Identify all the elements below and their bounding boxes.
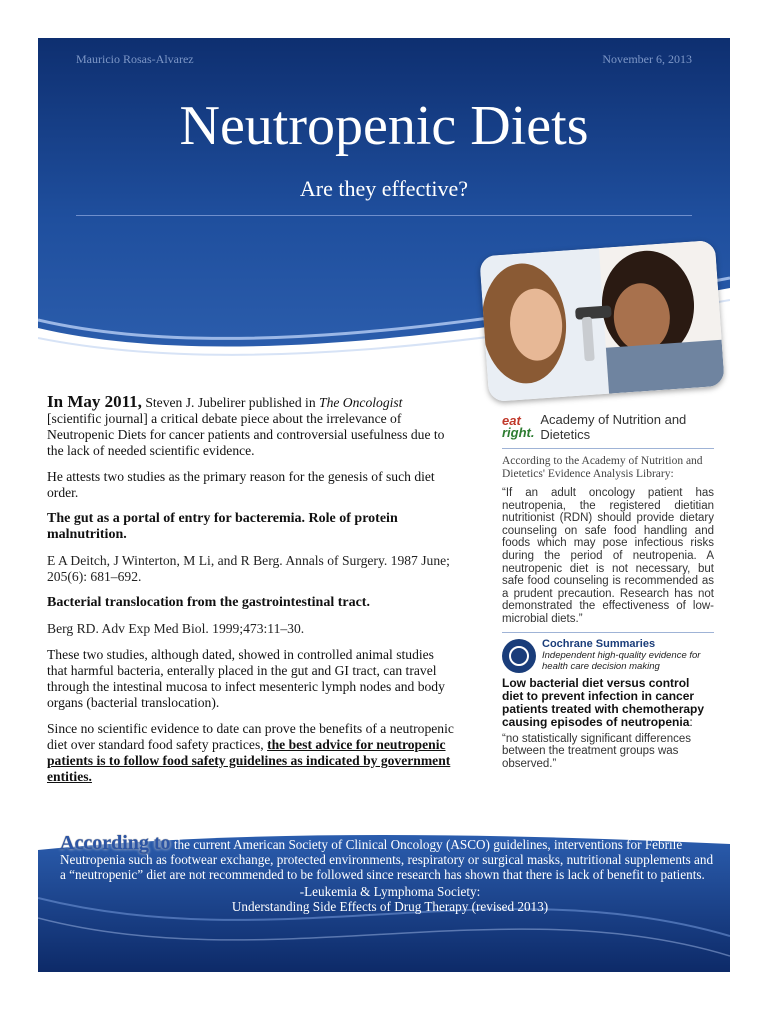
cochrane-tagline: Independent high-quality evidence for health care decision making bbox=[542, 650, 701, 673]
sidebar-divider bbox=[502, 448, 714, 449]
academy-logo bbox=[502, 410, 714, 444]
review-title: Low bacterial diet versus control diet to prevent infection in cancer patients treated with chemotherapy causing episodes of neutropenia: bbox=[502, 675, 705, 729]
academy-name: Academy of Nutrition and Dietetics bbox=[540, 412, 687, 442]
lead-phrase: In May 2011, bbox=[47, 392, 142, 411]
author-name: Mauricio Rosas-Alvarez bbox=[76, 52, 194, 66]
study-1-title: The gut as a portal of entry for bacteremia. Role of protein malnutrition. bbox=[47, 511, 398, 542]
key-advice: the best advice for neutropenic patients is to follow food safety guidelines as indicated by government entities. bbox=[47, 737, 451, 784]
conclusion-paragraph: Since no scientific evidence to date can prove the benefits of a neutropenic diet over standard food safety practices, the best advice for neutropenic patients is to follow food safety guidelines as indicated by government entities. bbox=[47, 721, 454, 784]
study-2-title: Bacterial translocation from the gastrointestinal tract. bbox=[47, 595, 370, 610]
cochrane-logo bbox=[502, 639, 714, 673]
page-subtitle: Are they effective? bbox=[299, 176, 469, 201]
cochrane-name: Cochrane Summaries bbox=[542, 638, 656, 651]
intro-paragraph: In May 2011, Steven J. Jubelirer published in The Oncologist [scientific journal] a critical debate piece about the irrelevance of Neutropenic Diets for cancer patients and controversial usefulness due to the lack of needed scientific evidence. bbox=[47, 392, 445, 458]
study-1-citation: E A Deitch, J Winterton, M Li, and R Berg. Annals of Surgery. 1987 June; 205(6): 681–692. bbox=[47, 553, 450, 584]
footer-attribution: -Leukemia & Lymphoma Society: Understanding Side Effects of Drug Therapy (revised 2013) bbox=[231, 884, 549, 914]
footer-statement: According to the current American Society of Clinical Oncology (ASCO) guidelines, interventions for Febrile Neutropenia such as footwear exchange, protected environments, respiratory or surgical masks, nutritional supplements and a “neutropenic” diet are not recommended to be followed since research has shown that there is lack of benefit to patients. -Leukemia & Lymphoma Society: Understanding Side Effects of Drug Therapy (revised 2013) bbox=[60, 836, 720, 914]
according-to-heading: According to bbox=[60, 832, 171, 854]
studies-intro: He attests two studies as the primary reason for the genesis of such diet order. bbox=[47, 469, 435, 500]
cochrane-ring-icon bbox=[502, 639, 536, 673]
doctor-examining-child-photo bbox=[479, 240, 725, 402]
newsletter-page bbox=[38, 38, 730, 972]
study-2-citation: Berg RD. Adv Exp Med Biol. 1999;473:11–30. bbox=[47, 621, 305, 636]
page-title: Neutropenic Diets bbox=[179, 95, 589, 157]
academy-quote: “If an adult oncology patient has neutropenia, the registered dietitian nutritionist (RDN) should provide dietary counseling on safe food handling and foods which may pose infectious risks during the period of neutropenia. A neutropenic diet is not necessary, but safe food counseling is recommended as a prudent precaution. Research has not demonstrated the effectiveness of low-microbial diets.” bbox=[502, 487, 714, 625]
main-article bbox=[47, 394, 457, 795]
journal-name: The Oncologist bbox=[319, 395, 403, 410]
publication-date: November 6, 2013 bbox=[602, 52, 692, 66]
sidebar-divider bbox=[502, 632, 714, 633]
evidence-sidebar bbox=[502, 410, 714, 770]
review-finding: “no statistically significant differences between the treatment groups was observed.” bbox=[502, 732, 691, 770]
header-divider bbox=[76, 215, 692, 216]
eat-right-logo-icon: eat right. bbox=[502, 413, 535, 440]
studies-summary: These two studies, although dated, showed in controlled animal studies that harmful bacteria, enterally placed in the gut and GI tract, can travel through the intestinal mucosa to infect mesenteric lymph nodes and body organs (bacterial translocation). bbox=[47, 647, 445, 710]
academy-intro: According to the Academy of Nutrition and Dietetics' Evidence Analysis Library: bbox=[502, 455, 703, 480]
